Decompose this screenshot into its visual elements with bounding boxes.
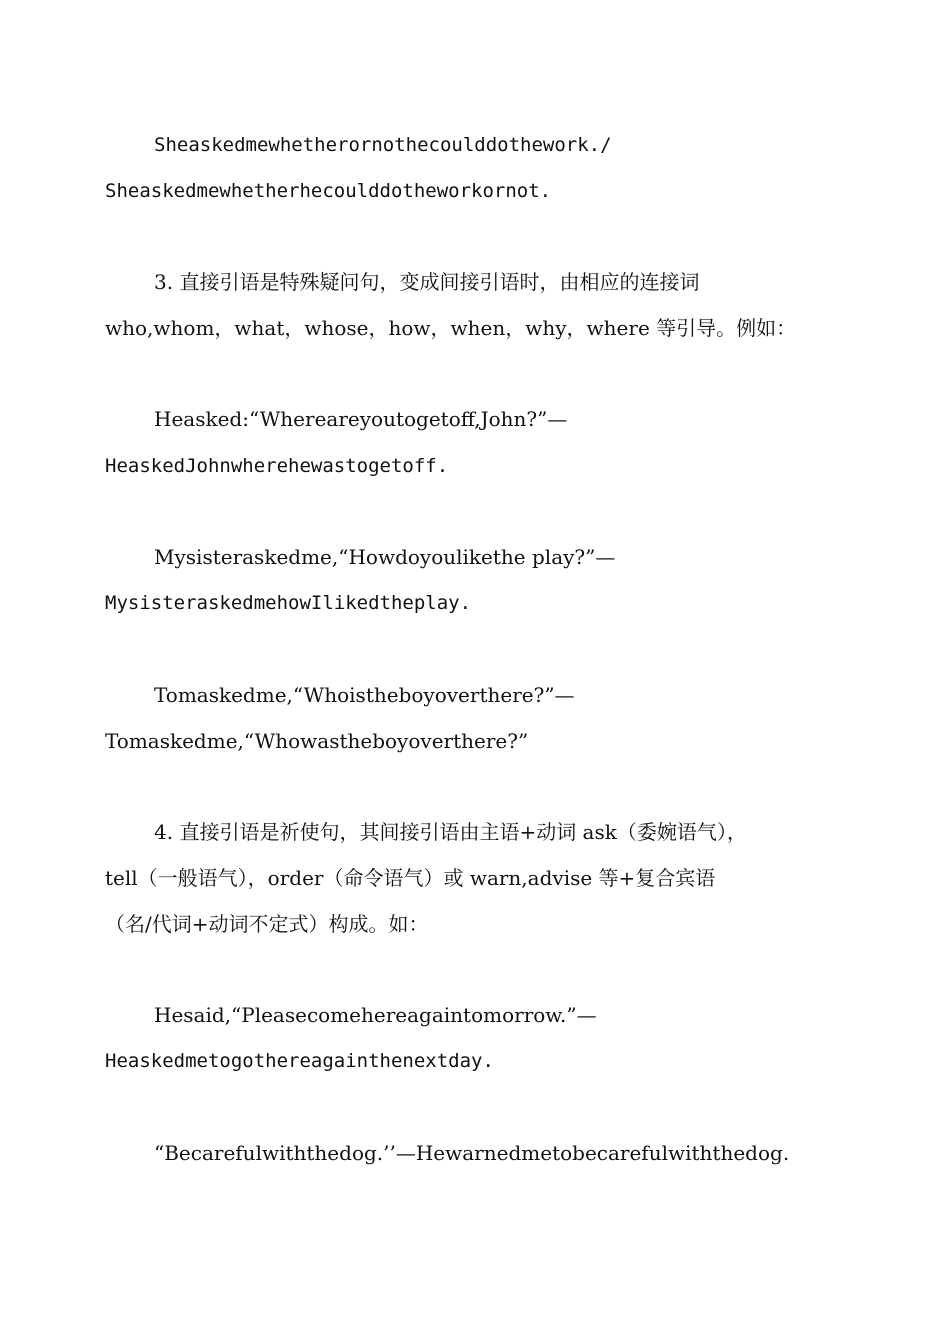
section-4-line: （名/代词+动词不定式）构成。如： [105,912,429,936]
example-line: Tomaskedme,“Whowastheboyoverthere?” [105,729,529,753]
section-3-line: who,whom，what，whose，how，when，why，where 等引导。例如： [105,316,797,340]
example-line: Tomaskedme,“Whoistheboyoverthere?”— [154,683,575,707]
example-line: Hesaid,“Pleasecomehereagaintomorrow.”— [154,1003,597,1027]
example-line: Heaskedmetogothereagainthenextday. [105,1050,494,1072]
example-line: MysisteraskedmehowIlikedtheplay. [105,592,472,614]
section-4-heading-line: 4. 直接引语是祈使句，其间接引语由主语+动词 ask（委婉语气）， [154,820,747,844]
paragraph-line: Sheaskedmewhetherornothecoulddothework./ [154,134,612,156]
example-line: “Becarefulwiththedog.’’—Hewarnedmetobecarefulwiththedog. [154,1141,790,1165]
paragraph-line: Sheaskedmewhetherhecoulddotheworkornot. [105,180,552,202]
example-line: Mysisteraskedme,“Howdoyoulikethe play?”— [154,545,616,569]
section-4-line: tell（一般语气），order（命令语气）或 warn,advise 等+复合宾语 [105,866,716,890]
section-3-heading-line: 3. 直接引语是特殊疑问句，变成间接引语时，由相应的连接词 [154,270,700,294]
example-line: HeaskedJohnwherehewastogetoff. [105,455,449,477]
example-line: Heasked:“Whereareyoutogetoff,John?”— [154,407,568,431]
